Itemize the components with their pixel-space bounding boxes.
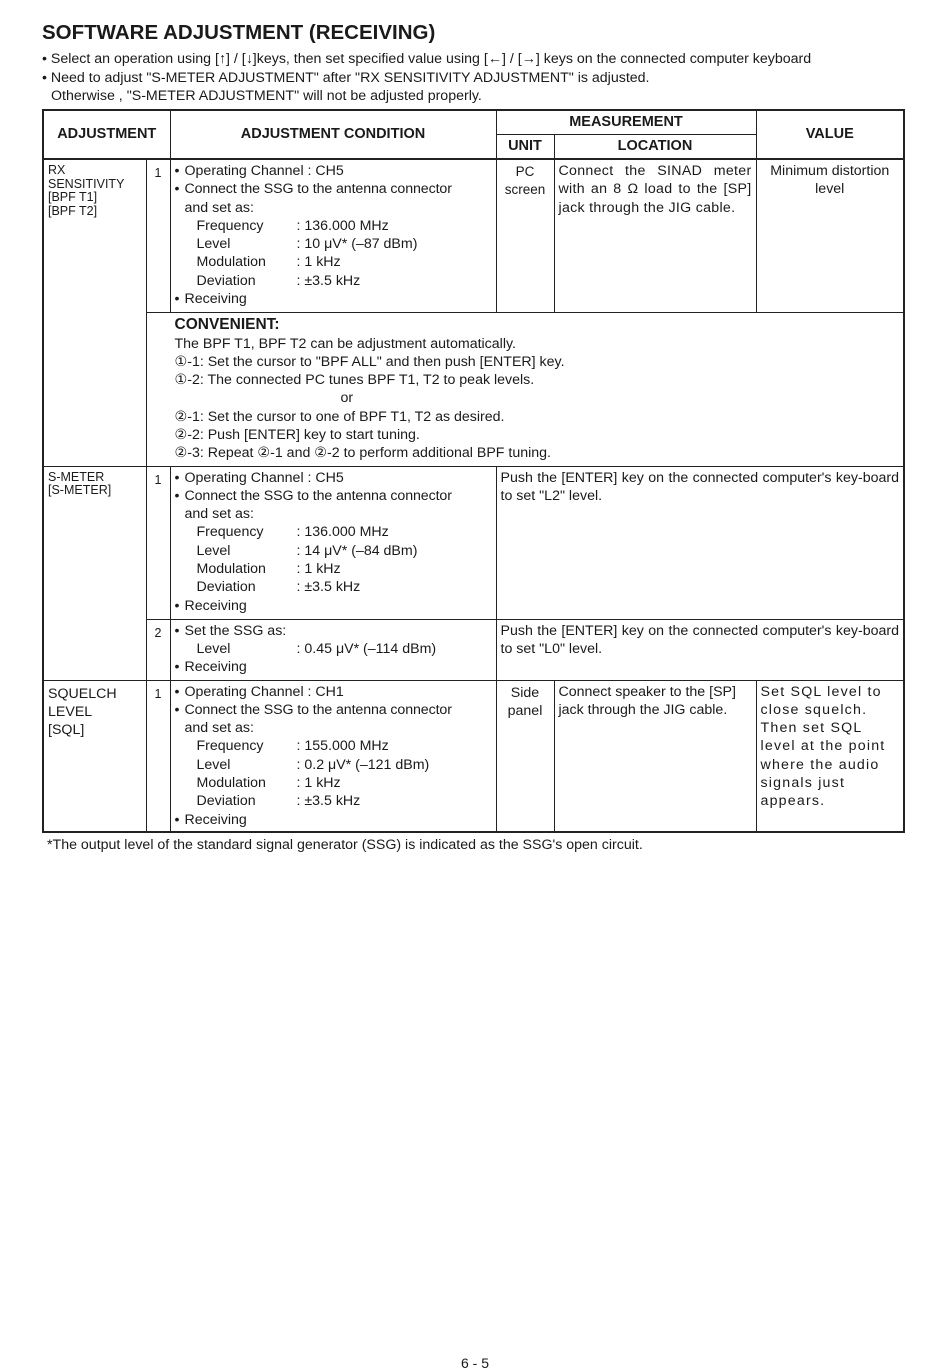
page-number: 6 - 5	[460, 1355, 489, 1371]
name-line: [SQL]	[48, 722, 85, 739]
header-adjustment: ADJUSTMENT	[43, 110, 170, 159]
param-key: Frequency	[196, 738, 264, 755]
table-row	[43, 466, 904, 619]
header-value: VALUE	[756, 110, 904, 159]
adjustment-table	[42, 109, 905, 833]
name-line: LEVEL	[48, 703, 93, 720]
convenient-heading: CONVENIENT:	[174, 315, 280, 333]
condition-bullet: Connect the SSG to the antenna connector	[184, 181, 452, 198]
convenient-line: The BPF T1, BPF T2 can be adjustment automatically.	[174, 335, 516, 352]
convenient-line: ②-3: Repeat ②-1 and ②-2 to perform additional BPF tuning.	[174, 445, 551, 462]
param-key: Modulation	[196, 774, 266, 791]
param-value: : ±3.5 kHz	[296, 272, 361, 289]
param-key: Modulation	[196, 560, 266, 577]
condition-bullet: Receiving	[184, 811, 247, 828]
param-value: : 14 μV* (–84 dBm)	[296, 542, 418, 559]
convenient-line: or	[340, 390, 354, 407]
param-value: : 1 kHz	[296, 254, 341, 271]
param-value: : 1 kHz	[296, 774, 341, 791]
param-key: Level	[196, 640, 231, 657]
condition-cell: • Operating Channel : CH5 • Connect the SSG to the antenna connector and set as: Frequency : 136.000 MHz Level : 14 μV* (–84 dBm) Modulation : 1 kHz Deviation : ±3.5 kHz • Receiving	[170, 466, 496, 619]
convenient-line: ①-1: Set the cursor to "BPF ALL" and then push [ENTER] key.	[174, 353, 565, 370]
param-value: : 136.000 MHz	[296, 524, 389, 541]
unit-cell	[496, 159, 554, 312]
param-value: : 1 kHz	[296, 560, 341, 577]
table-row	[43, 159, 904, 312]
location-cell: Connect speaker to the [SP] jack through the JIG cable.	[554, 680, 756, 832]
step-number: 1	[146, 159, 170, 312]
location-cell: Connect the SINAD meter with an 8 Ω load to the [SP] jack through the JIG cable.	[554, 159, 756, 312]
intro-line: • Need to adjust "S-METER ADJUSTMENT" after "RX SENSITIVITY ADJUSTMENT" is adjusted.	[42, 69, 650, 86]
param-value: : 155.000 MHz	[296, 738, 389, 755]
name-line: RX	[48, 163, 66, 177]
condition-cont: and set as:	[184, 199, 254, 216]
header-measurement: MEASUREMENT	[496, 110, 756, 135]
footnote: *The output level of the standard signal generator (SSG) is indicated as the SSG's open circuit.	[47, 837, 643, 853]
condition-cont: and set as:	[184, 506, 254, 523]
param-value: : ±3.5 kHz	[296, 579, 361, 596]
value-cell: Set SQL level to close squelch. Then set SQL level at the point where the audio signals just appears.	[756, 680, 904, 832]
convenient-line: ①-2: The connected PC tunes BPF T1, T2 to peak levels.	[174, 372, 535, 389]
header-unit: UNIT	[496, 135, 554, 160]
header-condition: ADJUSTMENT CONDITION	[170, 110, 496, 159]
unit-line: screen	[504, 182, 546, 197]
value-cell: Minimum distortion level	[756, 159, 904, 312]
step-number: 1	[146, 466, 170, 619]
unit-line: panel	[507, 702, 543, 719]
condition-bullet: Connect the SSG to the antenna connector	[184, 487, 452, 504]
unit-cell	[496, 680, 554, 832]
param-key: Deviation	[196, 272, 256, 289]
param-key: Deviation	[196, 793, 256, 810]
unit-line: Side	[510, 684, 540, 701]
param-key: Level	[196, 236, 231, 253]
convenient-line: ②-1: Set the cursor to one of BPF T1, T2 as desired.	[174, 408, 505, 425]
param-value: : 0.2 μV* (–121 dBm)	[296, 756, 430, 773]
table-row	[43, 680, 904, 832]
intro-line: Otherwise , "S-METER ADJUSTMENT" will not be adjusted properly.	[51, 88, 482, 104]
intro-line: • Select an operation using [↑] / [↓]keys, then set specified value using [←] / [→] keys on the connected computer keyboard	[42, 51, 812, 67]
convenient-line: ②-2: Push [ENTER] key to start tuning.	[174, 426, 420, 443]
param-value: : 0.45 μV* (–114 dBm)	[296, 640, 437, 657]
action-cell: Push the [ENTER] key on the connected computer's key-board to set "L0" level.	[496, 619, 904, 680]
condition-cell: • Operating Channel : CH1 • Connect the SSG to the antenna connector and set as: Frequency : 155.000 MHz Level : 0.2 μV* (–121 dBm) Modulation : 1 kHz Deviation : ±3.5 kHz • Receiving	[170, 680, 496, 832]
condition-bullet: Connect the SSG to the antenna connector	[184, 701, 452, 718]
param-key: Level	[196, 542, 231, 559]
action-cell: Push the [ENTER] key on the connected computer's key-board to set "L2" level.	[496, 466, 904, 619]
convenient-note	[146, 312, 904, 466]
condition-cont: and set as:	[184, 720, 254, 737]
table-row	[43, 312, 904, 466]
condition-bullet: Receiving	[184, 291, 247, 308]
header-location: LOCATION	[554, 135, 756, 160]
step-number: 1	[146, 680, 170, 832]
condition-cell: • Set the SSG as: Level : 0.45 μV* (–114 dBm) • Receiving	[170, 619, 496, 680]
name-line: SQUELCH	[48, 685, 117, 702]
table-row	[43, 619, 904, 680]
param-value: : 136.000 MHz	[296, 217, 389, 234]
param-value: : 10 μV* (–87 dBm)	[296, 236, 418, 253]
name-line: [BPF T2]	[48, 203, 98, 218]
condition-bullet: Operating Channel : CH5	[184, 469, 344, 486]
name-line: SENSITIVITY	[48, 176, 125, 191]
adjustment-name-sql	[43, 680, 146, 832]
adjustment-name-rx	[43, 159, 146, 466]
param-key: Level	[196, 756, 231, 773]
adjustment-name-smeter	[43, 466, 146, 680]
name-line: [BPF T1]	[48, 190, 98, 204]
name-line: S-METER	[48, 469, 105, 484]
name-line: [S-METER]	[48, 483, 112, 497]
param-key: Frequency	[196, 217, 264, 234]
param-key: Modulation	[196, 254, 266, 271]
param-key: Frequency	[196, 524, 264, 541]
condition-bullet: Operating Channel : CH1	[184, 683, 344, 700]
condition-bullet: Receiving	[184, 659, 247, 676]
page-title: SOFTWARE ADJUSTMENT (RECEIVING)	[42, 21, 436, 44]
step-number: 2	[146, 619, 170, 680]
intro-notes	[42, 50, 811, 106]
param-key: Deviation	[196, 579, 256, 596]
param-value: : ±3.5 kHz	[296, 793, 361, 810]
unit-line: PC	[515, 164, 535, 179]
condition-cell: • Operating Channel : CH5 • Connect the SSG to the antenna connector and set as: Frequency : 136.000 MHz Level : 10 μV* (–87 dBm) Modulation : 1 kHz Deviation : ±3.5 kHz • Receiving	[170, 159, 496, 312]
condition-bullet: Set the SSG as:	[184, 622, 287, 639]
condition-bullet: Receiving	[184, 597, 247, 614]
condition-bullet: Operating Channel : CH5	[184, 163, 344, 179]
